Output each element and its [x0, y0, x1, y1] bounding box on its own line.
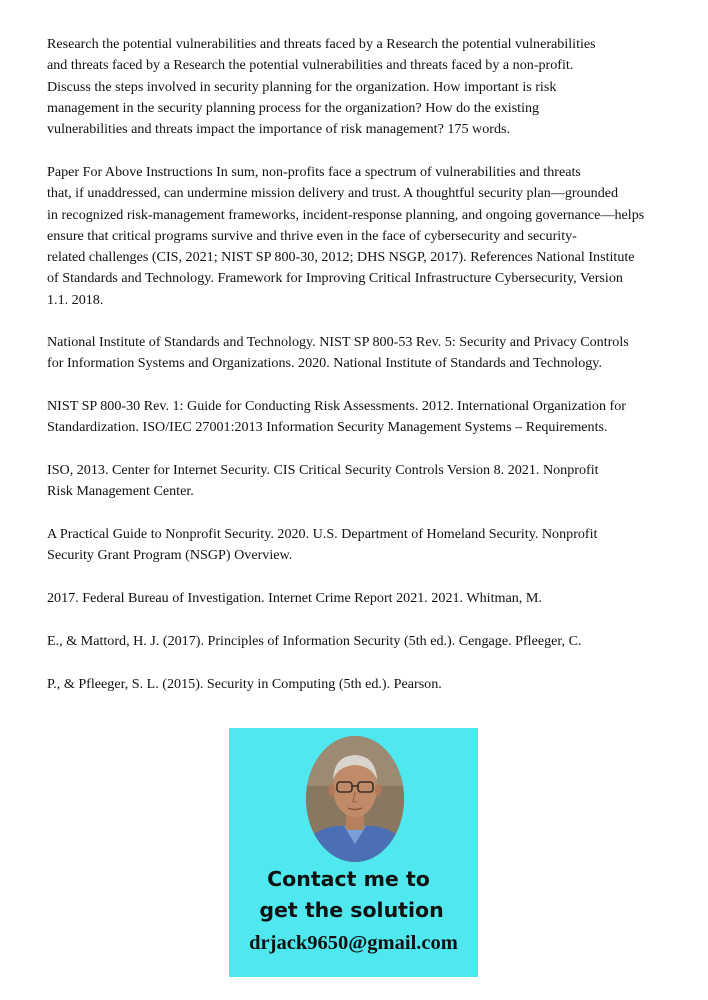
reference-line: Risk Management Center.: [47, 483, 194, 500]
answer-line: that, if unaddressed, can undermine mission delivery and trust. A thoughtful security plan—grounded: [47, 185, 619, 202]
question-line: Research the potential vulnerabilities and threats faced by a Research the potential vulnerabilities: [47, 36, 596, 52]
question-line: Discuss the steps involved in security planning for the organization. How important is risk: [47, 78, 557, 95]
reference-line: National Institute of Standards and Technology. NIST SP 800-53 Rev. 5: Security and Privacy Controls: [47, 334, 629, 350]
question-line: management in the security planning process for the organization? How do the existing: [47, 99, 540, 116]
reference-paragraph: [47, 332, 629, 375]
ad-cta-line2: get the solution: [259, 898, 444, 922]
ad-cta-line1: Contact me to: [267, 867, 430, 891]
answer-line: of Standards and Technology. Framework for Improving Critical Infrastructure Cybersecurity, Version: [47, 270, 623, 287]
reference-line: P., & Pfleeger, S. L. (2015). Security in Computing (5th ed.). Pearson.: [47, 676, 442, 692]
question-paragraph: [47, 34, 596, 140]
reference-line: 2017. Federal Bureau of Investigation. Internet Crime Report 2021. 2021. Whitman, M.: [47, 590, 542, 606]
reference-line: Standardization. ISO/IEC 27001:2013 Information Security Management Systems – Requirements.: [47, 419, 608, 436]
reference-paragraph: [47, 396, 626, 439]
reference-paragraph: [47, 524, 597, 567]
reference-line: Security Grant Program (NSGP) Overview.: [47, 547, 293, 564]
reference-paragraph: [47, 460, 599, 503]
answer-line: in recognized risk-management frameworks, incident-response planning, and ongoing governance—helps: [47, 206, 645, 223]
answer-line: 1.1. 2018.: [47, 291, 104, 308]
answer-paragraph: [47, 162, 644, 311]
ad-email-link[interactable]: drjack9650@gmail.com: [249, 932, 458, 954]
reference-line: A Practical Guide to Nonprofit Security. 2020. U.S. Department of Homeland Security. Nonprofit: [47, 526, 598, 542]
reference-line: NIST SP 800-30 Rev. 1: Guide for Conducting Risk Assessments. 2012. International Organization for: [47, 398, 626, 414]
question-line: vulnerabilities and threats impact the importance of risk management? 175 words.: [47, 121, 510, 138]
answer-line: related challenges (CIS, 2021; NIST SP 800-30, 2012; DHS NSGP, 2017). References National Institute: [47, 249, 635, 266]
reference-paragraph: [47, 588, 542, 609]
reference-paragraph: [47, 674, 442, 695]
contact-ad-card[interactable]: [229, 728, 478, 977]
portrait-illustration: [306, 736, 404, 862]
reference-line: for Information Systems and Organizations. 2020. National Institute of Standards and Technology.: [47, 355, 602, 372]
reference-line: ISO, 2013. Center for Internet Security. CIS Critical Security Controls Version 8. 2021. Nonprofit: [47, 462, 599, 478]
question-line: and threats faced by a Research the potential vulnerabilities and threats faced by a non-profit.: [47, 57, 574, 74]
reference-line: E., & Mattord, H. J. (2017). Principles of Information Security (5th ed.). Cengage. Pfleeger, C.: [47, 633, 582, 649]
reference-paragraph: [47, 631, 582, 652]
author-portrait: [306, 736, 404, 862]
answer-line: ensure that critical programs survive and thrive even in the face of cybersecurity and security-: [47, 227, 577, 244]
answer-line: Paper For Above Instructions In sum, non-profits face a spectrum of vulnerabilities and threats: [47, 164, 581, 180]
